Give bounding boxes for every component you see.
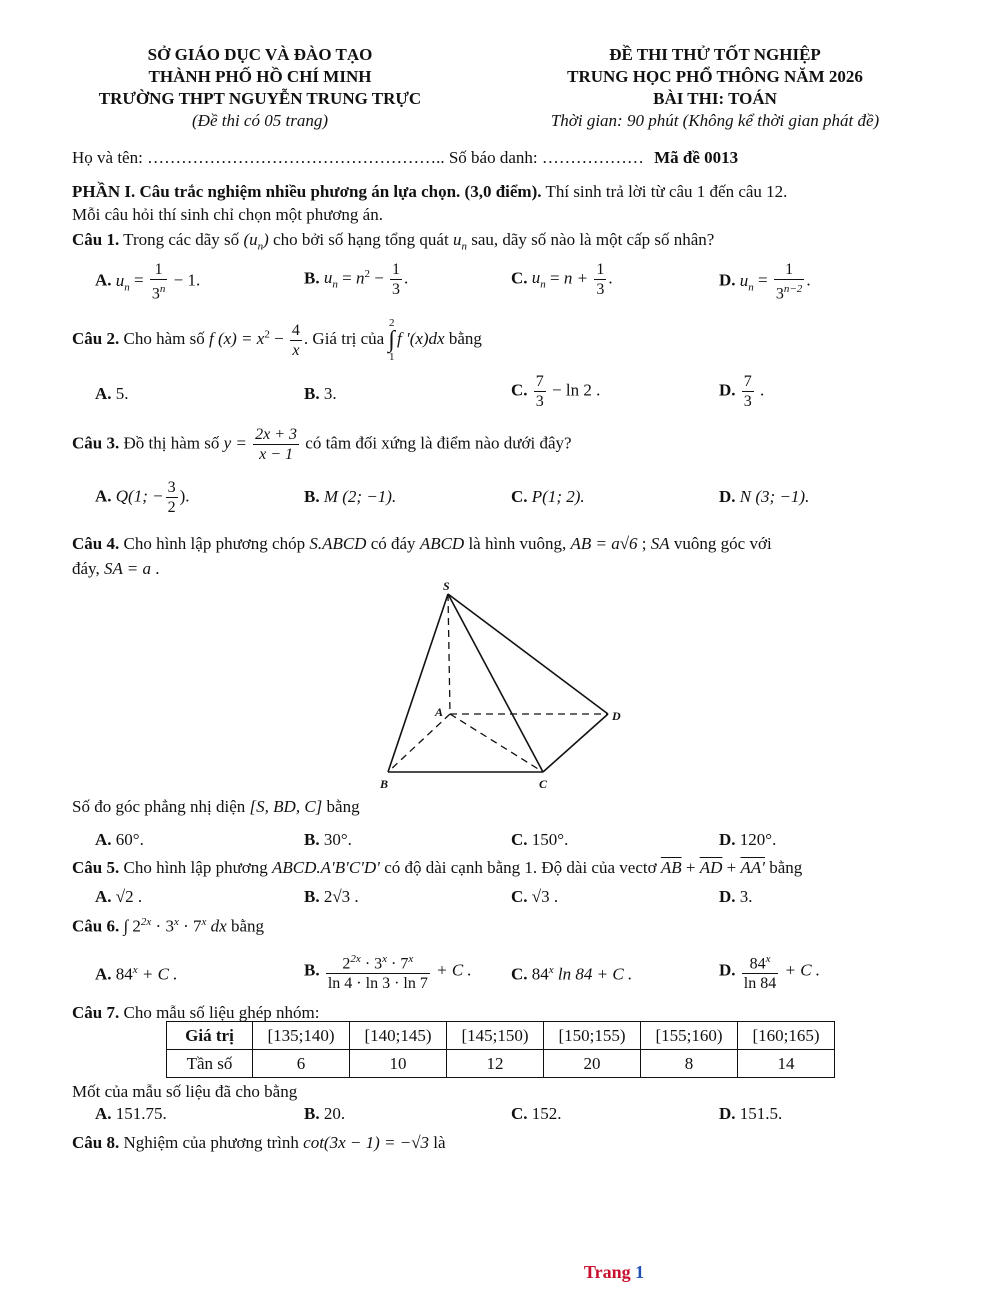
exam-title: ĐỀ THI THỬ TỐT NGHIỆP — [609, 45, 821, 64]
option-letter: D. — [719, 270, 736, 290]
table-cell: [160;165) — [738, 1022, 835, 1050]
question-text: cho bởi số hạng tổng quát — [268, 230, 453, 249]
edge-ac — [450, 714, 543, 772]
q3-option-d[interactable]: D. N (3; −1). — [719, 487, 810, 506]
q4-option-c[interactable]: C. 150°. — [511, 830, 569, 849]
question-4-cont: đáy, SA = a . — [72, 559, 160, 578]
fraction: $\frac{1}{3^n}$ — [151, 261, 166, 303]
vector-ad: $\overline{AD}$ — [699, 858, 723, 877]
equation: cot(3x − 1) = −√3 — [303, 1133, 430, 1152]
student-info — [72, 148, 738, 168]
integral-bounds: 2 ∫ 1 — [388, 317, 395, 363]
edge-sd — [448, 594, 608, 714]
frequency-table — [166, 1021, 835, 1078]
table-cell: [155;160) — [641, 1022, 738, 1050]
q5-option-b[interactable]: B. 2√3 . — [304, 887, 359, 906]
q2-option-d[interactable]: D. $\frac{7}{3}$ . — [719, 373, 765, 410]
table-cell: [135;140) — [253, 1022, 350, 1050]
label-b: B — [380, 777, 389, 791]
question-label: Câu 3. — [72, 433, 120, 453]
q2-option-b[interactable]: B. 3. — [304, 384, 337, 403]
fraction: $\frac{2x + 3}{x - 1}$ — [255, 426, 298, 463]
question-text: bằng — [444, 328, 482, 348]
table-cell: 20 — [544, 1050, 641, 1078]
question-label: Câu 2. — [72, 328, 120, 348]
question-8: Câu 8. Nghiệm của phương trình cot(3x − 1) = −√3 là — [72, 1133, 446, 1152]
integrand: f ′(x)dx — [397, 328, 445, 348]
table-cell: 6 — [253, 1050, 350, 1078]
table-cell: [140;145) — [350, 1022, 447, 1050]
fraction: $\frac{7}{3}$ — [535, 373, 544, 410]
table-cell: 8 — [641, 1050, 738, 1078]
question-text: Trong các dãy số — [119, 230, 244, 249]
fraction: $\frac{1}{3^{n-2}}$ — [775, 261, 803, 303]
label-d: D — [612, 709, 621, 723]
header-right — [510, 44, 920, 132]
question-text: Cho hình lập phương — [119, 858, 273, 877]
question-4: Câu 4. Cho hình lập phương chóp S.ABCD có đáy ABCD là hình vuông, AB = a√6 ; SA vuông góc với — [72, 534, 772, 553]
page-number: 1 — [635, 1262, 645, 1282]
q7-option-d[interactable]: D. 151.5. — [719, 1104, 783, 1123]
question-text: Cho hình lập phương chóp — [119, 534, 310, 553]
question-text: Nghiệm của phương trình — [119, 1133, 304, 1152]
q3-option-c[interactable]: C. P(1; 2). — [511, 487, 585, 506]
table-cell: 12 — [447, 1050, 544, 1078]
fraction: $\frac{2^{2x} \cdot 3^x \cdot 7^x}{\ln 4 \cdot \ln 3 \cdot \ln 7}$ — [326, 950, 430, 993]
q5-option-a[interactable]: A. √2 . — [95, 887, 143, 906]
q6-option-a[interactable]: A. $84^x + C$ . — [95, 964, 178, 984]
fraction: $\frac{1}{3}$ — [596, 261, 605, 298]
table-cell: 14 — [738, 1050, 835, 1078]
pyramid-figure — [378, 578, 628, 793]
question-5: Câu 5. Cho hình lập phương ABCD.A′B′C′D′ có độ dài cạnh bằng 1. Độ dài của vectơ $\overline{AB} + \overline{AD} + AA'$ bằng — [72, 858, 803, 877]
edge-sa — [448, 594, 450, 714]
q1-option-d[interactable]: D. $u_n$ = $\frac{1}{3^{n-2}}$ . — [719, 261, 811, 303]
option-letter: C. — [511, 268, 528, 288]
q5-option-d[interactable]: D. 3. — [719, 887, 753, 906]
exam-code: Mã đề 0013 — [654, 148, 739, 167]
vector-ab: $\overline{AB}$ — [660, 858, 682, 877]
option-letter: B. — [304, 268, 320, 288]
question-text: . Giá trị của — [303, 328, 389, 348]
label-s: S — [443, 579, 450, 593]
question-text: sau, dãy số nào là một cấp số nhân? — [466, 230, 715, 249]
table-header-cell: Tần số — [167, 1050, 253, 1078]
q7-option-b[interactable]: B. 20. — [304, 1104, 346, 1123]
part1-heading — [72, 182, 787, 202]
fraction: $\frac{84^x}{\ln 84}$ — [742, 950, 778, 993]
table-header-cell: Giá trị — [167, 1022, 253, 1050]
exam-level: TRUNG HỌC PHỔ THÔNG NĂM 2026 — [567, 67, 863, 86]
q5-option-c[interactable]: C. √3 . — [511, 887, 559, 906]
sequence-symbol: $(u_n)$ — [243, 230, 269, 253]
option-letter: A. — [95, 270, 112, 290]
question-4-ask: Số đo góc phẳng nhị diện [S, BD, C] bằng — [72, 797, 360, 816]
page-label: Trang — [583, 1262, 631, 1282]
table-row — [167, 1050, 835, 1078]
question-7 — [72, 1003, 319, 1023]
q6-option-d[interactable]: D. $\frac{84^x}{\ln 84}$ + C . — [719, 950, 820, 993]
page-footer — [0, 1262, 1000, 1283]
question-6: Câu 6. ∫ $2^{2x} \cdot 3^x \cdot 7^x$ dx bằng — [72, 916, 265, 936]
question-label: Câu 6. — [72, 916, 120, 936]
table-cell: [150;155) — [544, 1022, 641, 1050]
part1-title: PHẦN I. Câu trắc nghiệm nhiều phương án lựa chọn. (3,0 điểm). — [72, 182, 542, 201]
student-name-field[interactable]: Họ và tên: …………………………………………….. Số báo danh: ……………… — [72, 148, 644, 167]
part1-instruction-2: Mỗi câu hỏi thí sinh chỉ chọn một phương án. — [72, 205, 383, 224]
question-text: Cho mẫu số liệu ghép nhóm: — [119, 1003, 320, 1022]
q4-option-a[interactable]: A. 60°. — [95, 830, 144, 849]
question-2: Câu 2. Cho hàm số f $(x) = x^2$ − $\frac{4}{x}$ . Giá trị của 2 ∫ 1 f ′(x)dx bằng — [72, 317, 482, 363]
city-name: THÀNH PHỐ HỒ CHÍ MINH — [148, 67, 372, 86]
q3-option-a[interactable]: A. Q(1; − $\frac{3}{2}$ ). — [95, 479, 190, 516]
fraction: $\frac{3}{2}$ — [167, 479, 176, 516]
edge-cd — [543, 714, 608, 772]
dihedral-angle: [S, BD, C] — [249, 797, 323, 816]
question-label: Câu 4. — [72, 534, 120, 553]
question-label: Câu 8. — [72, 1133, 120, 1152]
q6-option-c[interactable]: C. 84$^x$ ln 84 + C . — [511, 964, 633, 984]
q1-option-a[interactable]: A. $u_n$ = $\frac{1}{3^n}$ − 1. — [95, 261, 201, 303]
subject: BÀI THI: TOÁN — [653, 89, 777, 108]
fraction: $\frac{7}{3}$ — [743, 373, 752, 410]
q2-option-c[interactable]: C. $\frac{7}{3}$ − ln 2 . — [511, 373, 601, 410]
edge-sc — [448, 594, 543, 772]
q1-option-c[interactable]: C. $u_n = n$ + $\frac{1}{3}$ . — [511, 261, 613, 298]
page-count-note: (Đề thi có 05 trang) — [192, 111, 328, 130]
table-cell: [145;150) — [447, 1022, 544, 1050]
header-left — [60, 44, 460, 132]
label-c: C — [539, 777, 548, 791]
q7-option-a[interactable]: A. 151.75. — [95, 1104, 167, 1123]
question-label: Câu 1. — [72, 230, 120, 249]
general-term: $u_n$ — [452, 230, 467, 253]
question-7-ask: Mốt của mẫu số liệu đã cho bằng — [72, 1082, 298, 1101]
question-label: Câu 7. — [72, 1003, 120, 1022]
department-name: SỞ GIÁO DỤC VÀ ĐÀO TẠO — [147, 45, 373, 64]
q1-option-b[interactable]: B. $u_n = n^2$ − $\frac{1}{3}$ . — [304, 261, 409, 298]
q2-option-a[interactable]: A. 5. — [95, 384, 129, 403]
question-text: Cho hàm số — [119, 328, 209, 348]
q4-option-d[interactable]: D. 120°. — [719, 830, 777, 849]
edge-sb — [388, 594, 448, 772]
question-1 — [72, 230, 714, 252]
q6-option-b[interactable]: B. $\frac{2^{2x} \cdot 3^x \cdot 7^x}{\ln 4 \cdot \ln 3 \cdot \ln 7}$ + C . — [304, 950, 472, 993]
question-text: Đồ thị hàm số — [119, 433, 224, 453]
function-expression: f (x) = x — [208, 328, 265, 348]
part1-instruction: Thí sinh trả lời từ câu 1 đến câu 12. — [541, 182, 788, 201]
table-cell: 10 — [350, 1050, 447, 1078]
question-text: có tâm đối xứng là điểm nào dưới đây? — [301, 433, 572, 453]
q4-option-b[interactable]: B. 30°. — [304, 830, 352, 849]
school-name: TRƯỜNG THPT NGUYỄN TRUNG TRỰC — [98, 89, 422, 108]
fraction: $\frac{4}{x}$ — [291, 321, 300, 359]
q3-option-b[interactable]: B. M (2; −1). — [304, 487, 397, 506]
table-row — [167, 1022, 835, 1050]
label-a: A — [435, 705, 444, 719]
question-label: Câu 5. — [72, 858, 120, 877]
q7-option-c[interactable]: C. 152. — [511, 1104, 562, 1123]
fraction: $\frac{1}{3}$ — [392, 261, 401, 298]
time-note: Thời gian: 90 phút (Không kể thời gian phát đề) — [550, 111, 880, 130]
vector-aa: AA′ — [740, 858, 765, 877]
question-3: Câu 3. Đồ thị hàm số y = $\frac{2x + 3}{x - 1}$ có tâm đối xứng là điểm nào dưới đây? — [72, 426, 572, 463]
